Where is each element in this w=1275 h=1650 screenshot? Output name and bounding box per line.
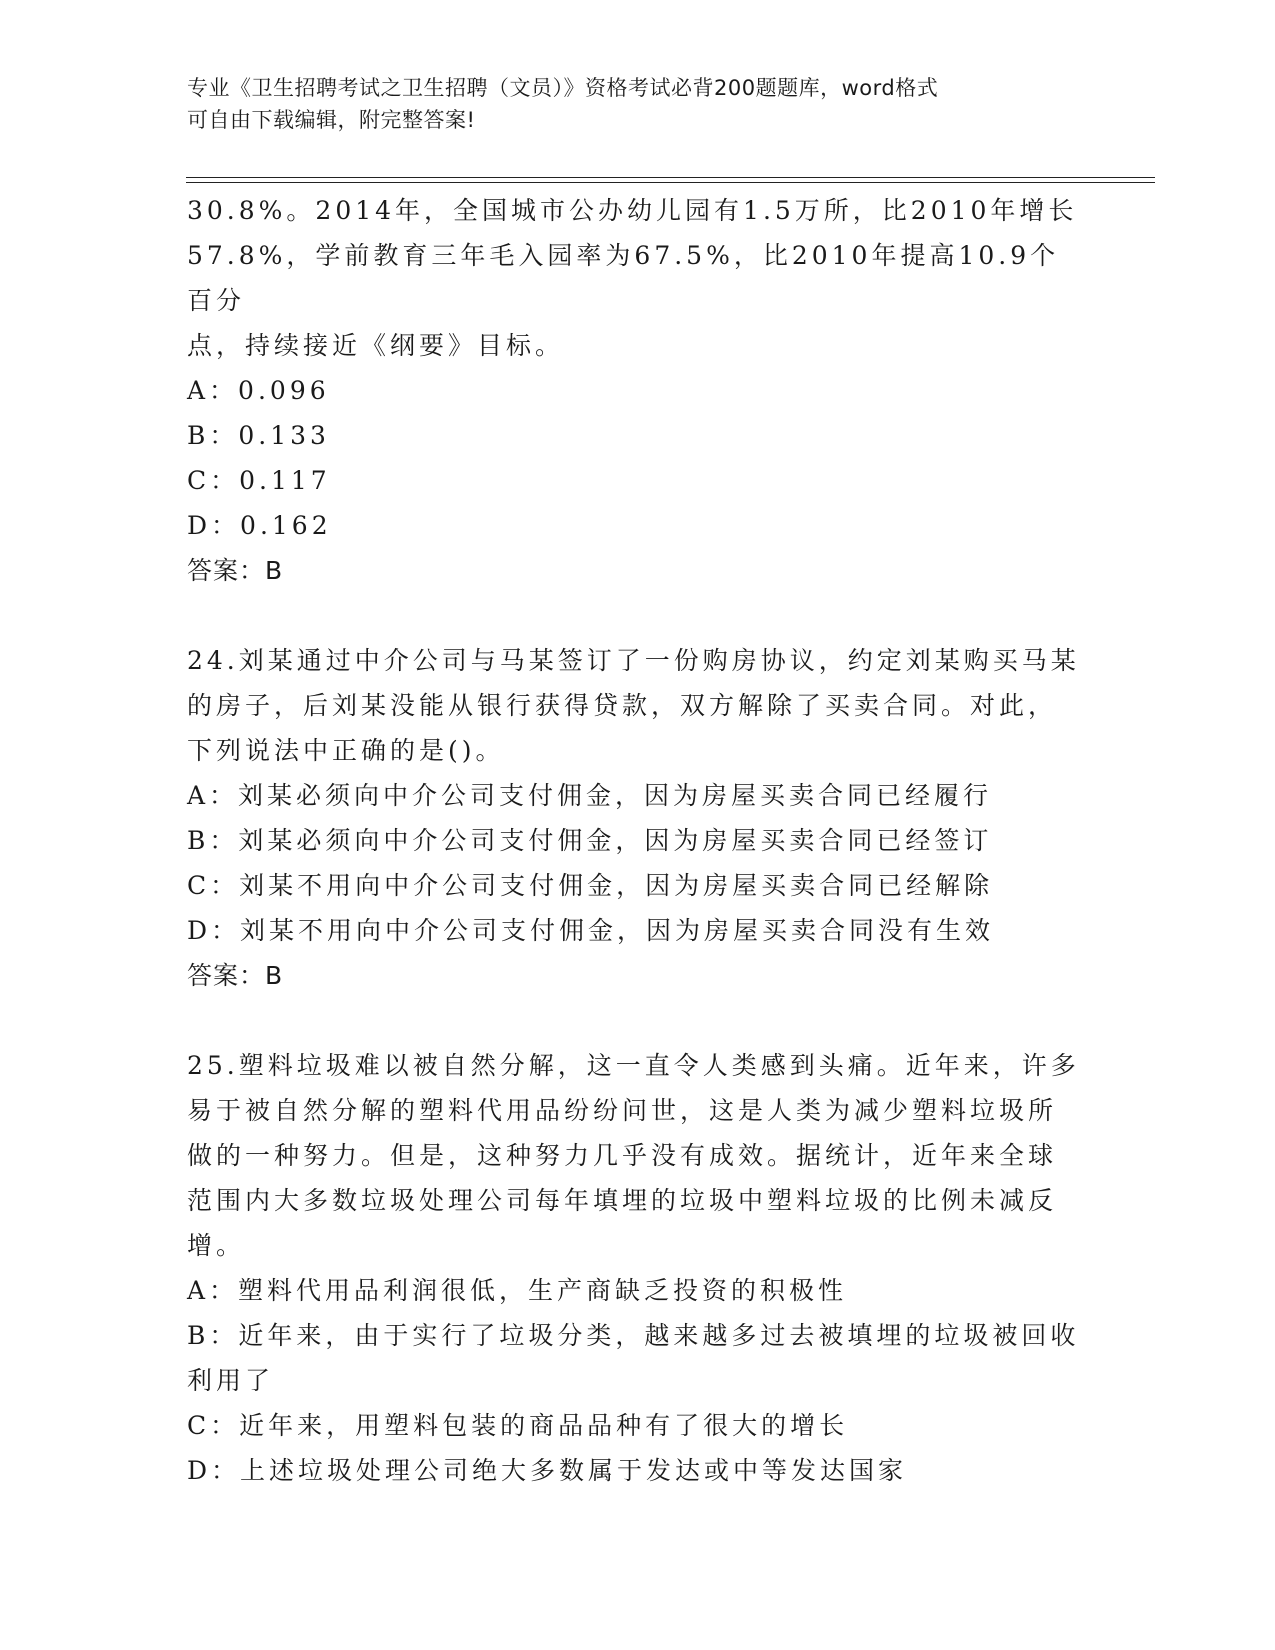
option-a: A：刘某必须向中介公司支付佣金，因为房屋买卖合同已经履行 [187, 781, 993, 810]
question-23-continued [187, 188, 1087, 593]
option-c: C：刘某不用向中介公司支付佣金，因为房屋买卖合同已经解除 [187, 871, 994, 900]
question-text-line: 增。 [187, 1231, 246, 1260]
question-text-line: 做的一种努力。但是，这种努力几乎没有成效。据统计，近年来全球 [187, 1141, 1058, 1170]
question-text-line: 易于被自然分解的塑料代用品纷纷问世，这是人类为减少塑料垃圾所 [187, 1096, 1058, 1125]
option-b-continued: 利用了 [187, 1366, 275, 1395]
option-b: B：刘某必须向中介公司支付佣金，因为房屋买卖合同已经签订 [187, 826, 993, 855]
option-b: B：0.133 [187, 421, 330, 450]
header-divider-bottom [186, 182, 1155, 183]
question-text-line: 57.8%，学前教育三年毛入园率为67.5%，比2010年提高10.9个百分 [187, 241, 1060, 315]
question-text-line: 下列说法中正确的是()。 [187, 736, 505, 765]
option-b: B：近年来，由于实行了垃圾分类，越来越多过去被填埋的垃圾被回收 [187, 1321, 1080, 1350]
option-c: C：0.117 [187, 466, 331, 495]
option-c: C：近年来，用塑料包装的商品品种有了很大的增长 [187, 1411, 849, 1440]
option-d: D：上述垃圾处理公司绝大多数属于发达或中等发达国家 [187, 1456, 908, 1485]
option-d: D：0.162 [187, 511, 332, 540]
question-text-line: 30.8%。2014年，全国城市公办幼儿园有1.5万所，比2010年增长 [187, 196, 1078, 225]
question-text-line: 25.塑料垃圾难以被自然分解，这一直令人类感到头痛。近年来，许多 [187, 1051, 1080, 1080]
document-header [187, 72, 1087, 136]
option-d: D：刘某不用向中介公司支付佣金，因为房屋买卖合同没有生效 [187, 916, 995, 945]
answer: 答案：B [187, 556, 284, 585]
option-a: A：0.096 [187, 376, 330, 405]
header-line-2: 可自由下载编辑，附完整答案! [187, 108, 476, 132]
question-text-line: 24.刘某通过中介公司与马某签订了一份购房协议，约定刘某购买马某 [187, 646, 1080, 675]
header-line-1: 专业《卫生招聘考试之卫生招聘（文员）》资格考试必背200题题库，word格式 [187, 76, 939, 100]
spacer [187, 998, 1087, 1043]
option-a: A：塑料代用品利润很低，生产商缺乏投资的积极性 [187, 1276, 848, 1305]
question-text-line: 点，持续接近《纲要》目标。 [187, 331, 565, 360]
question-24 [187, 638, 1087, 998]
spacer [187, 593, 1087, 638]
question-25 [187, 1043, 1087, 1493]
answer: 答案：B [187, 961, 284, 990]
question-text-line: 范围内大多数垃圾处理公司每年填埋的垃圾中塑料垃圾的比例未减反 [187, 1186, 1058, 1215]
document-body [187, 188, 1087, 1493]
header-divider-top [186, 177, 1155, 178]
question-text-line: 的房子，后刘某没能从银行获得贷款，双方解除了买卖合同。对此， [187, 691, 1058, 720]
